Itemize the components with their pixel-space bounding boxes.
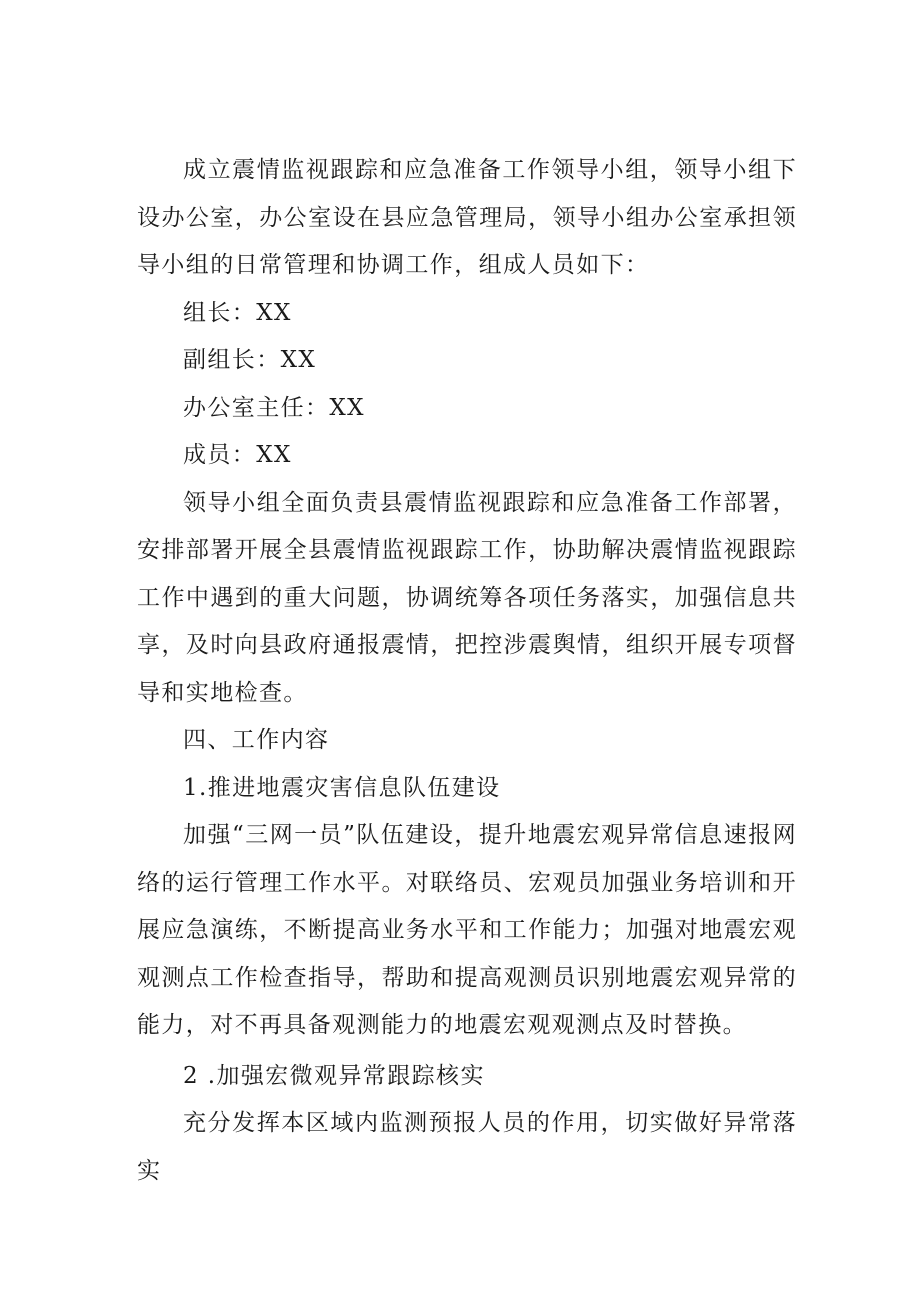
paragraph-anomaly-tracking: 充分发挥本区域内监测预报人员的作用，切实做好异常落实	[137, 1110, 797, 1184]
member-office-director: 办公室主任：XX	[183, 394, 365, 421]
paragraph-responsibilities: 领导小组全面负责县震情监视跟踪和应急准备工作部署，安排部署开展全县震情监视跟踪工作，协助解决震情监视跟踪工作中遇到的重大问题，协调统筹各项任务落实，加强信息共享，及时向县政府通报震情，把控涉震舆情，组织开展专项督导和实地检查。	[137, 489, 797, 706]
member-group-leader: 组长：XX	[183, 299, 292, 326]
document-body	[137, 147, 797, 1195]
section-heading-work-content: 四、工作内容	[183, 727, 330, 753]
subheading-team-building: 1.推进地震灾害信息队伍建设	[183, 774, 501, 801]
member-members: 成员：XX	[183, 442, 292, 468]
paragraph-team-building: 加强“三网一员”队伍建设，提升地震宏观异常信息速报网络的运行管理工作水平。对联络员、宏观员加强业务培训和开展应急演练，不断提高业务水平和工作能力；加强对地震宏观观测点工作检查指导，帮助和提高观测员识别地震宏观异常的能力，对不再具备观测能力的地震宏观观测点及时替换。	[137, 822, 797, 1038]
subheading-anomaly-tracking: 2 .加强宏微观异常跟踪核实	[183, 1062, 485, 1089]
member-deputy-leader: 副组长：XX	[183, 347, 317, 373]
paragraph-leadership-group: 成立震情监视跟踪和应急准备工作领导小组，领导小组下设办公室，办公室设在县应急管理局，领导小组办公室承担领导小组的日常管理和协调工作，组成人员如下：	[137, 157, 797, 278]
